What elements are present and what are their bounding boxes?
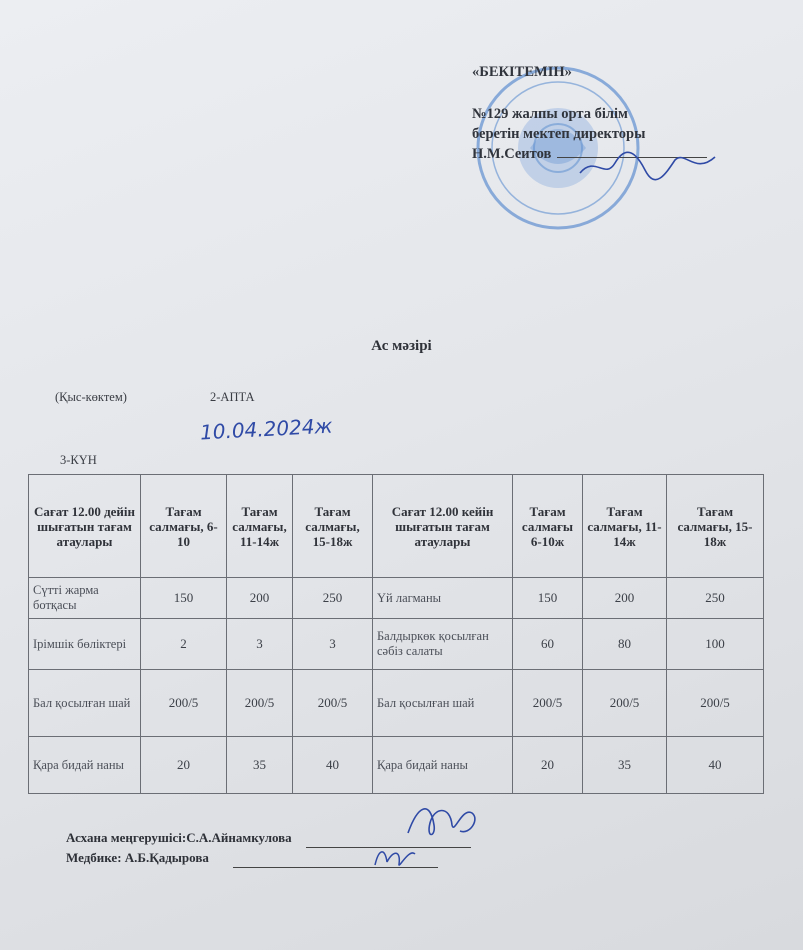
weight-cell: 3: [227, 619, 293, 670]
afternoon-dish: Балдыркөк қосылған сәбіз салаты: [373, 619, 513, 670]
weight-cell: 35: [227, 737, 293, 794]
day-label: 3-КҮН: [60, 453, 97, 467]
director-signature: [575, 145, 720, 185]
weight-cell: 2: [141, 619, 227, 670]
weight-cell: 100: [667, 619, 764, 670]
handwritten-date: 10.04.2024ж: [199, 413, 334, 445]
afternoon-dish: Бал қосылған шай: [373, 670, 513, 737]
weight-cell: 150: [141, 578, 227, 619]
column-header: Тағам салмағы, 6-10: [141, 475, 227, 578]
approval-line-position: беретін мектеп директоры: [472, 126, 646, 142]
table-row: [29, 619, 764, 670]
weight-cell: 200/5: [583, 670, 667, 737]
weight-cell: 20: [513, 737, 583, 794]
morning-dish: Ірімшік бөліктері: [29, 619, 141, 670]
weight-cell: 200/5: [227, 670, 293, 737]
director-name: Н.М.Сеитов: [472, 146, 552, 162]
weight-cell: 60: [513, 619, 583, 670]
weight-cell: 150: [513, 578, 583, 619]
weight-cell: 200: [227, 578, 293, 619]
weight-cell: 40: [293, 737, 373, 794]
chef-signer: Асхана меңгерушісі:С.А.Айнамкулова: [66, 830, 292, 845]
approval-line-school: №129 жалпы орта білім: [472, 106, 628, 122]
column-header: Тағам салмағы 6-10ж: [513, 475, 583, 578]
weight-cell: 200: [583, 578, 667, 619]
morning-dish: Қара бидай наны: [29, 737, 141, 794]
column-header: Тағам салмағы, 11-14ж: [583, 475, 667, 578]
afternoon-dish: Үй лагманы: [373, 578, 513, 619]
column-header: Тағам салмағы, 11-14ж: [227, 475, 293, 578]
column-header: Тағам салмағы, 15-18ж: [667, 475, 764, 578]
menu-table: [28, 474, 764, 794]
weight-cell: 20: [141, 737, 227, 794]
column-header: Тағам салмағы, 15-18ж: [293, 475, 373, 578]
weight-cell: 200/5: [667, 670, 764, 737]
season-label: (Қыс-көктем): [55, 390, 127, 404]
approval-title: «БЕКІТЕМІН»: [472, 64, 572, 80]
column-header: Сағат 12.00 кейін шығатын тағам атаулары: [373, 475, 513, 578]
weight-cell: 35: [583, 737, 667, 794]
weight-cell: 3: [293, 619, 373, 670]
weight-cell: 80: [583, 619, 667, 670]
table-row: [29, 670, 764, 737]
week-label: 2-АПТА: [210, 390, 255, 404]
document-title: Ас мәзірі: [371, 338, 432, 354]
table-row: [29, 737, 764, 794]
afternoon-dish: Қара бидай наны: [373, 737, 513, 794]
nurse-signer: Медбике: А.Б.Қадырова: [66, 850, 209, 865]
weight-cell: 250: [667, 578, 764, 619]
weight-cell: 200/5: [513, 670, 583, 737]
column-header: Сағат 12.00 дейін шығатын тағам атаулары: [29, 475, 141, 578]
table-header-row: [29, 475, 764, 578]
morning-dish: Бал қосылған шай: [29, 670, 141, 737]
morning-dish: Сүтті жарма ботқасы: [29, 578, 141, 619]
weight-cell: 200/5: [141, 670, 227, 737]
weight-cell: 40: [667, 737, 764, 794]
chef-signature: [400, 795, 490, 845]
weight-cell: 250: [293, 578, 373, 619]
table-row: [29, 578, 764, 619]
weight-cell: 200/5: [293, 670, 373, 737]
nurse-signature: [365, 840, 425, 875]
